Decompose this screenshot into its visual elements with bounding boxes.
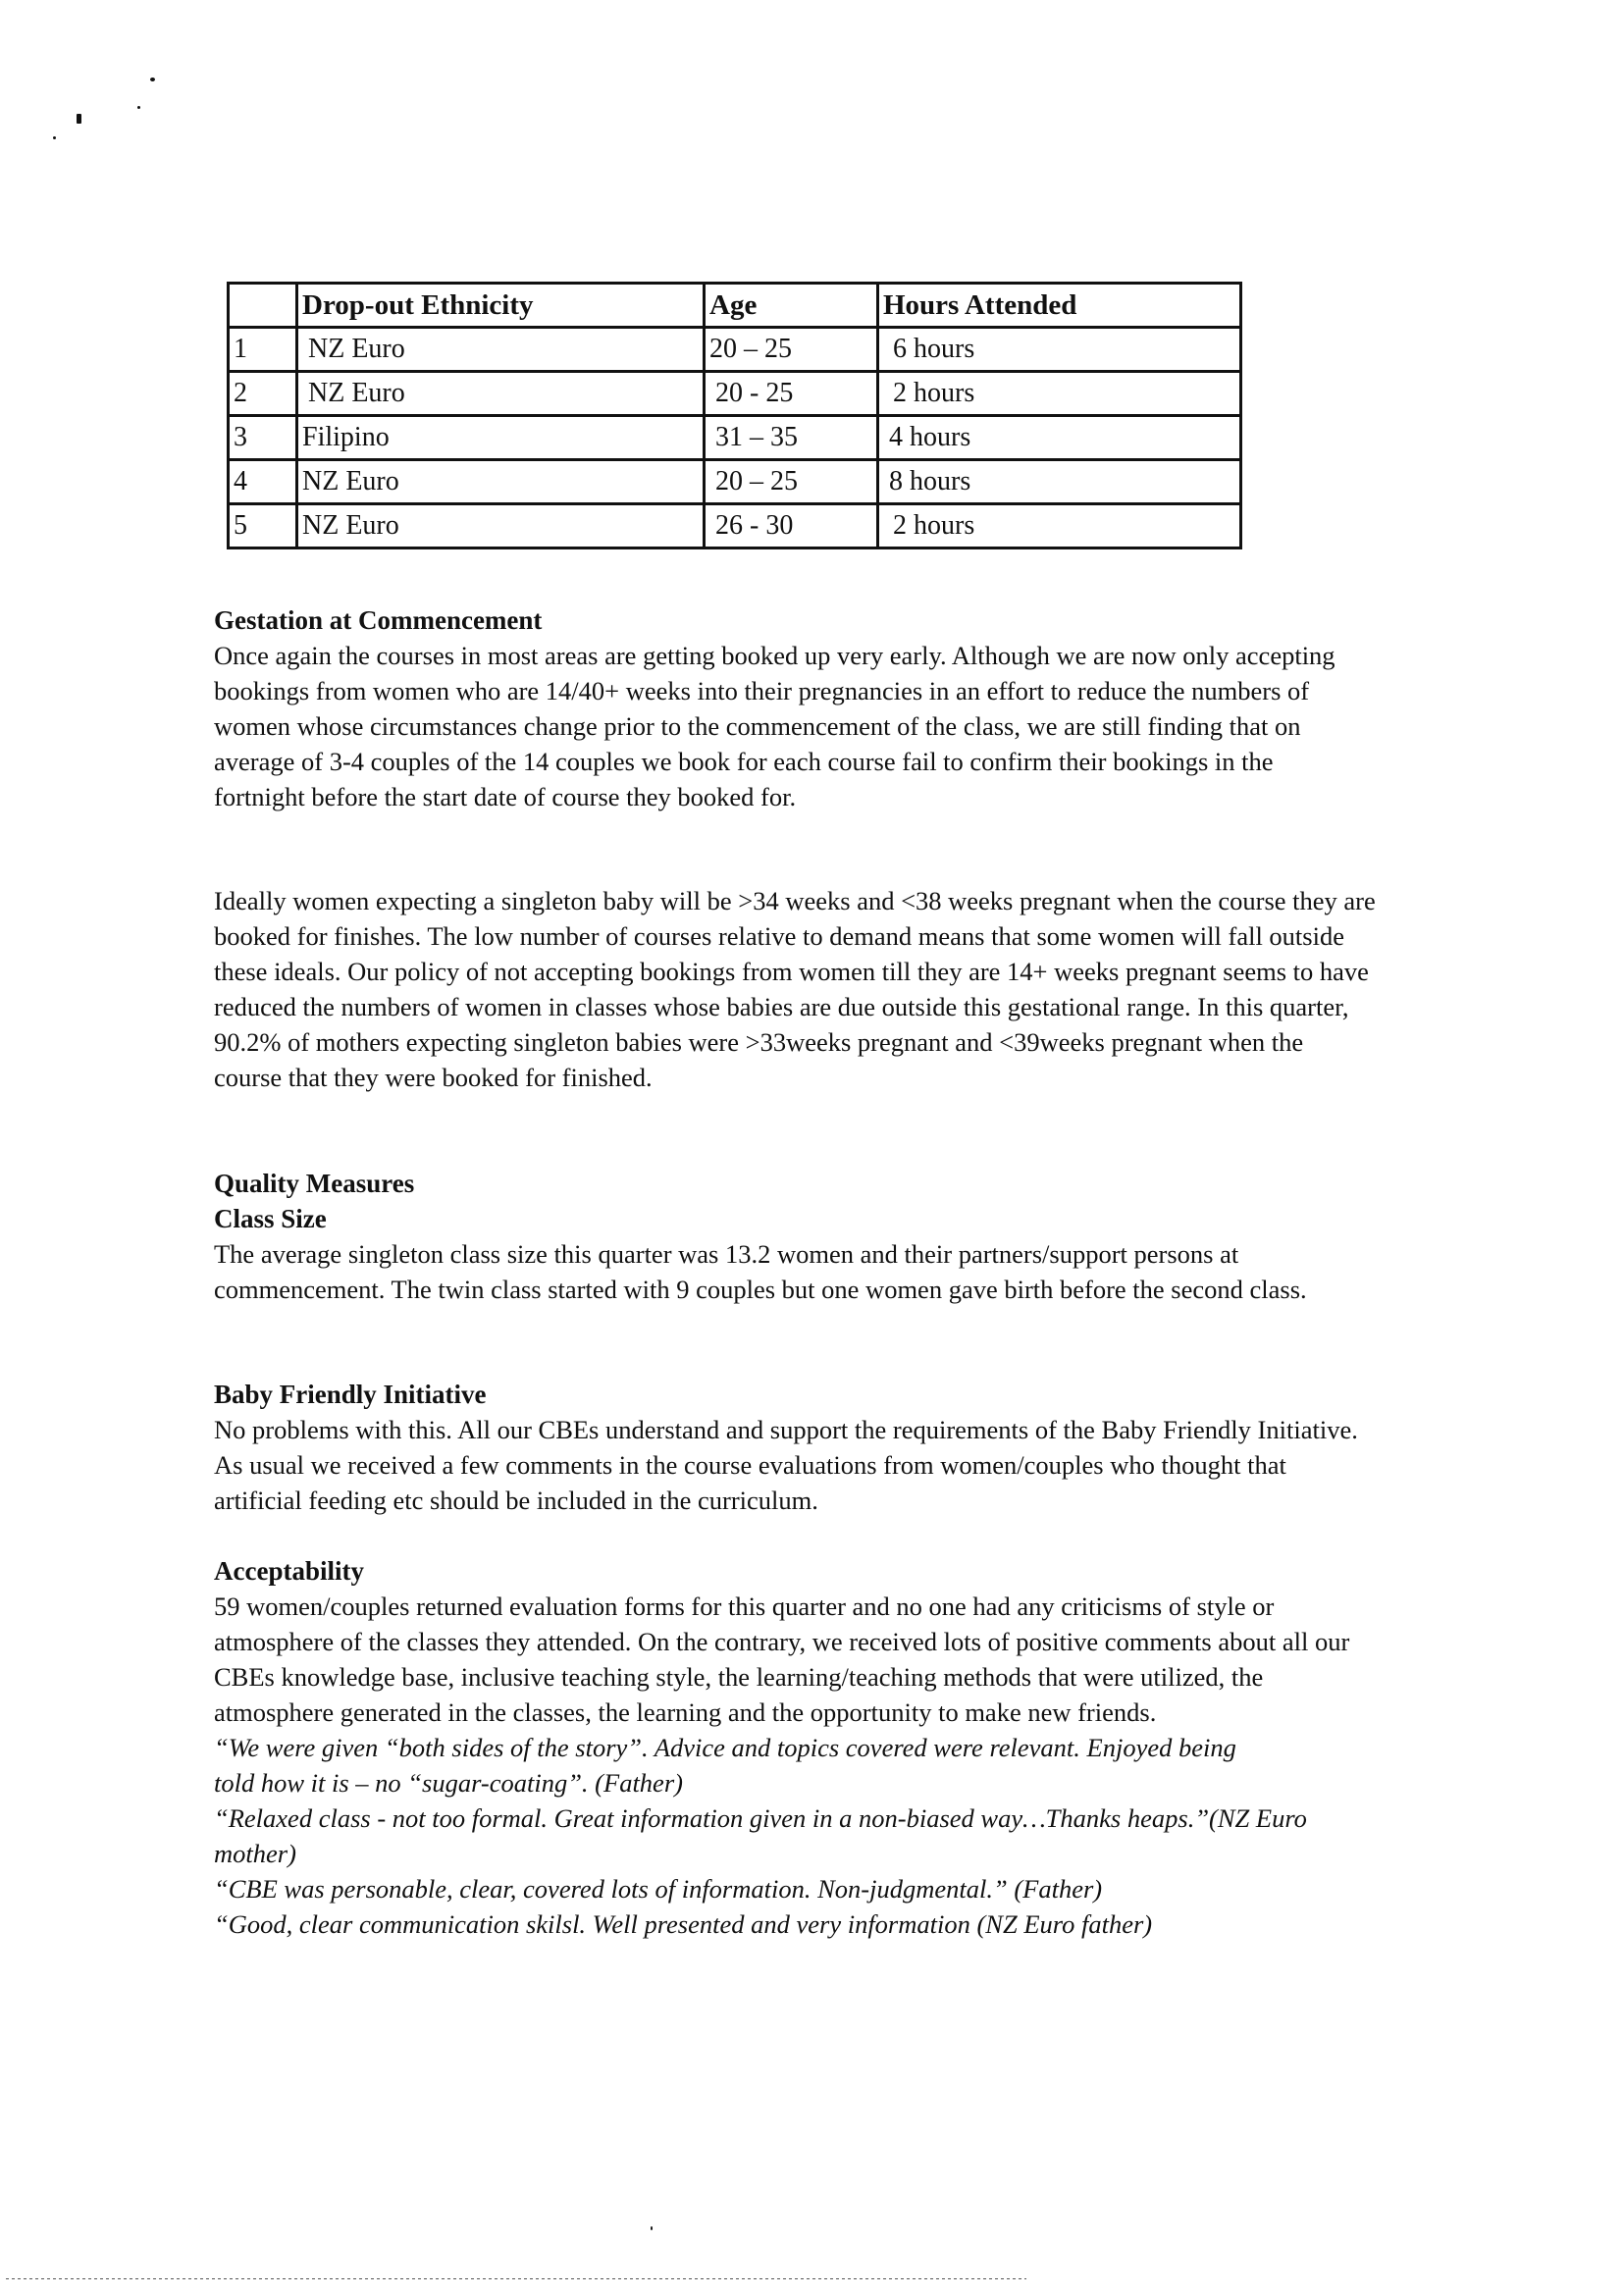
section-baby-friendly <box>214 1377 1382 1518</box>
table-row <box>229 460 1241 504</box>
row-number: 3 <box>229 416 297 460</box>
heading-baby-friendly: Baby Friendly Initiative <box>214 1380 487 1409</box>
heading-quality-measures: Quality Measures <box>214 1169 415 1198</box>
paragraph-baby-friendly: No problems with this. All our CBEs understand and support the requirements of the Baby Friendly Initiative. As usual we received a few comments in the course evaluations from women/couples who thought that artificial feeding etc should be included in the curriculum. <box>214 1415 1358 1515</box>
row-hours: 4 hours <box>878 416 1241 460</box>
paragraph-class-size: The average singleton class size this quarter was 13.2 women and their partners/support persons at commencement. The twin class started with 9 couples but one women gave birth before the second class. <box>214 1239 1307 1304</box>
scan-speck <box>77 114 81 124</box>
header-number <box>229 284 297 328</box>
section-acceptability <box>214 1553 1382 1942</box>
table-row <box>229 504 1241 548</box>
table-row <box>229 416 1241 460</box>
row-number: 2 <box>229 372 297 416</box>
quote-1: “We were given “both sides of the story”. Advice and topics covered were relevant. Enjoyed being told how it is – no “sugar-coating”. (Father) <box>214 1733 1236 1798</box>
row-hours: 2 hours <box>878 372 1241 416</box>
section-gestation-continued <box>214 883 1382 1095</box>
row-age: 20 – 25 <box>705 328 878 372</box>
row-hours: 8 hours <box>878 460 1241 504</box>
row-age: 20 - 25 <box>705 372 878 416</box>
row-age: 20 – 25 <box>705 460 878 504</box>
quote-3: “CBE was personable, clear, covered lots of information. Non-judgmental.” (Father) <box>214 1874 1103 1904</box>
scan-speck <box>651 2226 653 2230</box>
scan-edge-line <box>6 2278 1026 2279</box>
row-number: 1 <box>229 328 297 372</box>
row-age: 26 - 30 <box>705 504 878 548</box>
header-hours: Hours Attended <box>878 284 1241 328</box>
heading-gestation: Gestation at Commencement <box>214 605 543 635</box>
scan-speck <box>137 106 140 109</box>
row-ethnicity: NZ Euro <box>297 328 705 372</box>
header-age: Age <box>705 284 878 328</box>
row-hours: 2 hours <box>878 504 1241 548</box>
heading-class-size: Class Size <box>214 1204 327 1233</box>
quote-2: “Relaxed class - not too formal. Great information given in a non-biased way…Thanks heaps.”(NZ Euro mother) <box>214 1803 1307 1868</box>
row-ethnicity: Filipino <box>297 416 705 460</box>
row-age: 31 – 35 <box>705 416 878 460</box>
table-header-row <box>229 284 1241 328</box>
scan-speck <box>53 136 56 139</box>
header-ethnicity: Drop-out Ethnicity <box>297 284 705 328</box>
table-row <box>229 372 1241 416</box>
row-ethnicity: NZ Euro <box>297 372 705 416</box>
quote-4: “Good, clear communication skilsl. Well presented and very information (NZ Euro father) <box>214 1909 1153 1939</box>
heading-acceptability: Acceptability <box>214 1556 364 1586</box>
paragraph-gestation-2: Ideally women expecting a singleton baby will be >34 weeks and <38 weeks pregnant when the course they are booked for finishes. The low number of courses relative to demand means that some women will fall outside these ideals. Our policy of not accepting bookings from women till they are 14+ weeks pregnant seems to have reduced the numbers of women in classes whose babies are due outside this gestational range. In this quarter, 90.2% of mothers expecting singleton babies were >33weeks pregnant and <39weeks pregnant when the course that they were booked for finished. <box>214 886 1376 1092</box>
section-quality <box>214 1166 1382 1307</box>
dropout-table <box>227 282 1242 549</box>
row-number: 4 <box>229 460 297 504</box>
row-ethnicity: NZ Euro <box>297 460 705 504</box>
row-number: 5 <box>229 504 297 548</box>
row-ethnicity: NZ Euro <box>297 504 705 548</box>
row-hours: 6 hours <box>878 328 1241 372</box>
paragraph-gestation-1: Once again the courses in most areas are getting booked up very early. Although we are now only accepting bookings from women who are 14/40+ weeks into their pregnancies in an effort to reduce the numbers of women whose circumstances change prior to the commencement of the class, we are still finding that on average of 3-4 couples of the 14 couples we book for each course fail to confirm their bookings in the fortnight before the start date of course they booked for. <box>214 641 1335 811</box>
section-gestation <box>214 602 1382 814</box>
scan-speck <box>150 78 155 81</box>
paragraph-acceptability: 59 women/couples returned evaluation forms for this quarter and no one had any criticisms of style or atmosphere of the classes they attended. On the contrary, we received lots of positive comments about all our CBEs knowledge base, inclusive teaching style, the learning/teaching methods that were utilized, the atmosphere generated in the classes, the learning and the opportunity to make new friends. <box>214 1592 1350 1727</box>
table-row <box>229 328 1241 372</box>
